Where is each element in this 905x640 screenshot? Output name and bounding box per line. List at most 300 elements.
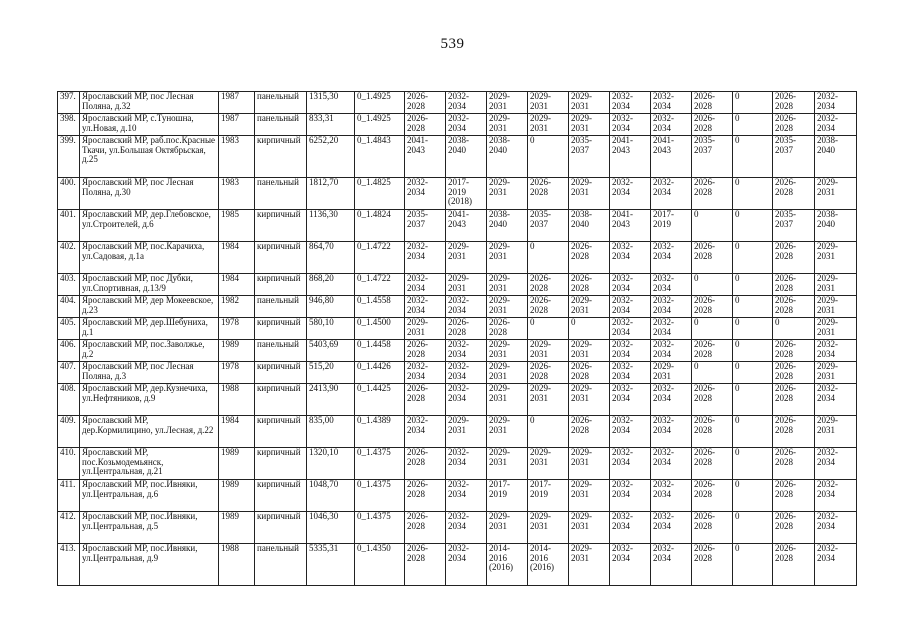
wall-material-cell: панельный [255,92,307,114]
period-cell-8: 2026- 2028 [692,544,733,586]
period-cell-5: 2029- 2031 [569,448,610,480]
period-cell-5: 2029- 2031 [569,384,610,416]
period-cell-10: 2026- 2028 [773,242,815,274]
period-cell-11: 2032- 2034 [815,544,857,586]
wall-material-cell: кирпичный [255,210,307,242]
period-cell-7: 2032- 2034 [651,384,692,416]
period-cell-8: 2026- 2028 [692,480,733,512]
period-cell-3: 2029- 2031 [487,448,528,480]
period-cell-7: 2032- 2034 [651,92,692,114]
period-cell-7: 2032- 2034 [651,544,692,586]
row-number: 406. [58,340,80,362]
criterion-cell: 0_1.4925 [355,114,405,136]
area-cell: 1315,30 [307,92,355,114]
period-cell-6: 2032- 2034 [610,178,651,210]
year-built-cell: 1984 [219,416,255,448]
period-cell-3: 2029- 2031 [487,512,528,544]
area-cell: 1136,30 [307,210,355,242]
criterion-cell: 0_1.4375 [355,512,405,544]
criterion-cell: 0_1.4500 [355,318,405,340]
period-cell-8: 2026- 2028 [692,416,733,448]
table-row [58,210,857,242]
period-cell-10: 2026- 2028 [773,274,815,296]
period-cell-10: 2026- 2028 [773,340,815,362]
period-cell-11: 2032- 2034 [815,448,857,480]
period-cell-11: 2029- 2031 [815,242,857,274]
year-built-cell: 1989 [219,512,255,544]
period-cell-6: 2032- 2034 [610,318,651,340]
area-cell: 5403,69 [307,340,355,362]
address-cell: Ярославский МР, раб.пос.Красные Ткачи, ул.Большая Октябрьская, д.25 [80,136,219,178]
period-cell-10: 2026- 2028 [773,384,815,416]
criterion-cell: 0_1.4426 [355,362,405,384]
period-cell-3: 2029- 2031 [487,92,528,114]
period-cell-4: 0 [528,242,569,274]
wall-material-cell: кирпичный [255,384,307,416]
period-cell-2: 2038- 2040 [446,136,487,178]
year-built-cell: 1983 [219,178,255,210]
period-cell-4: 2017- 2019 [528,480,569,512]
period-cell-3: 2029- 2031 [487,274,528,296]
period-cell-8: 0 [692,362,733,384]
period-cell-8: 2026- 2028 [692,296,733,318]
period-cell-5: 2029- 2031 [569,544,610,586]
year-built-cell: 1983 [219,136,255,178]
year-built-cell: 1978 [219,362,255,384]
period-cell-6: 2032- 2034 [610,274,651,296]
criterion-cell: 0_1.4925 [355,92,405,114]
period-cell-8: 2026- 2028 [692,512,733,544]
criterion-cell: 0_1.4825 [355,178,405,210]
year-built-cell: 1989 [219,340,255,362]
row-number: 400. [58,178,80,210]
row-number: 410. [58,448,80,480]
period-cell-3: 2029- 2031 [487,384,528,416]
table-row [58,544,857,586]
period-cell-5: 2029- 2031 [569,178,610,210]
period-cell-2: 2017- 2019 (2018) [446,178,487,210]
period-cell-2: 2032- 2034 [446,340,487,362]
table-row [58,92,857,114]
period-cell-10: 2026- 2028 [773,114,815,136]
period-cell-9: 0 [733,318,773,340]
period-cell-4: 2029- 2031 [528,384,569,416]
period-cell-6: 2032- 2034 [610,480,651,512]
period-cell-9: 0 [733,362,773,384]
address-cell: Ярославский МР, пос.Ивняки, ул.Центральная, д.6 [80,480,219,512]
period-cell-4: 0 [528,318,569,340]
period-cell-4: 2026- 2028 [528,296,569,318]
period-cell-9: 0 [733,242,773,274]
period-cell-3: 2038- 2040 [487,136,528,178]
period-cell-6: 2032- 2034 [610,416,651,448]
period-cell-7: 2032- 2034 [651,416,692,448]
address-cell: Ярославский МР, пос.Карачиха, ул.Садовая, д.1а [80,242,219,274]
period-cell-4: 2029- 2031 [528,512,569,544]
period-cell-5: 0 [569,318,610,340]
period-cell-1: 2035- 2037 [405,210,446,242]
period-cell-3: 2017- 2019 [487,480,528,512]
area-cell: 1048,70 [307,480,355,512]
period-cell-5: 2029- 2031 [569,92,610,114]
period-cell-9: 0 [733,274,773,296]
period-cell-8: 2026- 2028 [692,114,733,136]
year-built-cell: 1988 [219,384,255,416]
period-cell-9: 0 [733,384,773,416]
criterion-cell: 0_1.4375 [355,448,405,480]
period-cell-10: 2026- 2028 [773,362,815,384]
area-cell: 5335,31 [307,544,355,586]
period-cell-8: 2026- 2028 [692,242,733,274]
row-number: 411. [58,480,80,512]
period-cell-6: 2032- 2034 [610,362,651,384]
period-cell-5: 2029- 2031 [569,480,610,512]
table-row [58,448,857,480]
period-cell-11: 2032- 2034 [815,512,857,544]
period-cell-6: 2032- 2034 [610,296,651,318]
period-cell-9: 0 [733,480,773,512]
criterion-cell: 0_1.4350 [355,544,405,586]
row-number: 409. [58,416,80,448]
period-cell-10: 2026- 2028 [773,512,815,544]
period-cell-3: 2029- 2031 [487,114,528,136]
row-number: 403. [58,274,80,296]
wall-material-cell: кирпичный [255,480,307,512]
period-cell-9: 0 [733,448,773,480]
area-cell: 835,00 [307,416,355,448]
wall-material-cell: кирпичный [255,512,307,544]
row-number: 408. [58,384,80,416]
period-cell-1: 2026- 2028 [405,512,446,544]
table-row [58,296,857,318]
period-cell-9: 0 [733,210,773,242]
period-cell-11: 2032- 2034 [815,384,857,416]
period-cell-10: 2026- 2028 [773,296,815,318]
year-built-cell: 1978 [219,318,255,340]
period-cell-2: 2029- 2031 [446,242,487,274]
period-cell-10: 2026- 2028 [773,544,815,586]
period-cell-6: 2032- 2034 [610,340,651,362]
period-cell-9: 0 [733,136,773,178]
area-cell: 864,70 [307,242,355,274]
period-cell-11: 2032- 2034 [815,480,857,512]
period-cell-10: 2026- 2028 [773,178,815,210]
period-cell-4: 2026- 2028 [528,178,569,210]
wall-material-cell: кирпичный [255,416,307,448]
period-cell-6: 2032- 2034 [610,92,651,114]
address-cell: Ярославский МР, пос Лесная Поляна, д.30 [80,178,219,210]
period-cell-11: 2029- 2031 [815,362,857,384]
criterion-cell: 0_1.4389 [355,416,405,448]
wall-material-cell: кирпичный [255,318,307,340]
period-cell-2: 2032- 2034 [446,480,487,512]
period-cell-3: 2029- 2031 [487,178,528,210]
period-cell-7: 2032- 2034 [651,114,692,136]
table-row [58,384,857,416]
period-cell-1: 2026- 2028 [405,114,446,136]
period-cell-3: 2038- 2040 [487,210,528,242]
row-number: 397. [58,92,80,114]
table-row [58,114,857,136]
table-row [58,416,857,448]
criterion-cell: 0_1.4722 [355,274,405,296]
period-cell-9: 0 [733,92,773,114]
period-cell-10: 2026- 2028 [773,416,815,448]
period-cell-10: 0 [773,318,815,340]
period-cell-10: 2026- 2028 [773,448,815,480]
period-cell-8: 0 [692,210,733,242]
wall-material-cell: кирпичный [255,242,307,274]
criterion-cell: 0_1.4458 [355,340,405,362]
period-cell-11: 2029- 2031 [815,318,857,340]
period-cell-9: 0 [733,340,773,362]
wall-material-cell: панельный [255,296,307,318]
period-cell-7: 2032- 2034 [651,340,692,362]
period-cell-1: 2041- 2043 [405,136,446,178]
period-cell-11: 2029- 2031 [815,274,857,296]
address-cell: Ярославский МР, пос.Ивняки, ул.Центральная, д.9 [80,544,219,586]
period-cell-7: 2032- 2034 [651,448,692,480]
area-cell: 833,31 [307,114,355,136]
period-cell-6: 2041- 2043 [610,210,651,242]
criterion-cell: 0_1.4843 [355,136,405,178]
period-cell-6: 2041- 2043 [610,136,651,178]
period-cell-7: 2032- 2034 [651,274,692,296]
period-cell-7: 2032- 2034 [651,242,692,274]
period-cell-6: 2032- 2034 [610,448,651,480]
table-row [58,362,857,384]
period-cell-11: 2038- 2040 [815,210,857,242]
table-row [58,318,857,340]
period-cell-4: 0 [528,416,569,448]
period-cell-6: 2032- 2034 [610,242,651,274]
period-cell-2: 2032- 2034 [446,512,487,544]
period-cell-1: 2026- 2028 [405,92,446,114]
period-cell-5: 2026- 2028 [569,242,610,274]
period-cell-5: 2029- 2031 [569,114,610,136]
row-number: 398. [58,114,80,136]
period-cell-11: 2032- 2034 [815,114,857,136]
period-cell-1: 2032- 2034 [405,362,446,384]
period-cell-3: 2026- 2028 [487,318,528,340]
wall-material-cell: панельный [255,114,307,136]
period-cell-7: 2032- 2034 [651,296,692,318]
period-cell-5: 2026- 2028 [569,416,610,448]
period-cell-9: 0 [733,114,773,136]
address-cell: Ярославский МР, пос Дубки, ул.Спортивная, д.13/9 [80,274,219,296]
period-cell-6: 2032- 2034 [610,544,651,586]
period-cell-6: 2032- 2034 [610,512,651,544]
period-cell-9: 0 [733,296,773,318]
area-cell: 1812,70 [307,178,355,210]
criterion-cell: 0_1.4375 [355,480,405,512]
period-cell-11: 2032- 2034 [815,92,857,114]
period-cell-4: 2014- 2016 (2016) [528,544,569,586]
period-cell-3: 2029- 2031 [487,296,528,318]
area-cell: 6252,20 [307,136,355,178]
period-cell-4: 2035- 2037 [528,210,569,242]
table-row [58,136,857,178]
period-cell-10: 2035- 2037 [773,136,815,178]
area-cell: 1320,10 [307,448,355,480]
year-built-cell: 1982 [219,296,255,318]
table-row [58,178,857,210]
period-cell-2: 2029- 2031 [446,416,487,448]
year-built-cell: 1985 [219,210,255,242]
row-number: 402. [58,242,80,274]
period-cell-6: 2032- 2034 [610,384,651,416]
address-cell: Ярославский МР, пос Лесная Поляна, д.32 [80,92,219,114]
period-cell-7: 2032- 2034 [651,318,692,340]
period-cell-8: 2026- 2028 [692,448,733,480]
period-cell-4: 2029- 2031 [528,448,569,480]
period-cell-11: 2032- 2034 [815,340,857,362]
table-row [58,274,857,296]
period-cell-1: 2032- 2034 [405,242,446,274]
period-cell-2: 2029- 2031 [446,274,487,296]
row-number: 412. [58,512,80,544]
period-cell-2: 2026- 2028 [446,318,487,340]
period-cell-3: 2029- 2031 [487,242,528,274]
period-cell-2: 2032- 2034 [446,92,487,114]
row-number: 413. [58,544,80,586]
address-cell: Ярославский МР, пос.Козьмодемьянск, ул.Центральная, д.21 [80,448,219,480]
period-cell-2: 2032- 2034 [446,448,487,480]
period-cell-5: 2038- 2040 [569,210,610,242]
criterion-cell: 0_1.4722 [355,242,405,274]
address-cell: Ярославский МР, дер.Кормилицино, ул.Лесная, д.22 [80,416,219,448]
year-built-cell: 1984 [219,242,255,274]
period-cell-6: 2032- 2034 [610,114,651,136]
wall-material-cell: панельный [255,340,307,362]
period-cell-8: 2035- 2037 [692,136,733,178]
wall-material-cell: кирпичный [255,136,307,178]
period-cell-2: 2032- 2034 [446,544,487,586]
area-cell: 1046,30 [307,512,355,544]
address-cell: Ярославский МР, дер Мокеевское, д.23 [80,296,219,318]
period-cell-4: 2029- 2031 [528,114,569,136]
area-cell: 2413,90 [307,384,355,416]
wall-material-cell: панельный [255,178,307,210]
period-cell-3: 2014- 2016 (2016) [487,544,528,586]
period-cell-1: 2032- 2034 [405,274,446,296]
period-cell-2: 2032- 2034 [446,114,487,136]
period-cell-7: 2017- 2019 [651,210,692,242]
period-cell-1: 2032- 2034 [405,416,446,448]
table-row [58,340,857,362]
period-cell-5: 2029- 2031 [569,296,610,318]
address-cell: Ярославский МР, пос.Заволжье, д.2 [80,340,219,362]
period-cell-9: 0 [733,512,773,544]
period-cell-3: 2029- 2031 [487,362,528,384]
period-cell-11: 2029- 2031 [815,178,857,210]
period-cell-4: 2026- 2028 [528,362,569,384]
address-cell: Ярославский МР, дер.Кузнечиха, ул.Нефтяников, д.9 [80,384,219,416]
address-cell: Ярославский МР, с.Туношна, ул.Новая, д.10 [80,114,219,136]
period-cell-5: 2026- 2028 [569,274,610,296]
period-cell-3: 2029- 2031 [487,416,528,448]
period-cell-10: 2035- 2037 [773,210,815,242]
period-cell-11: 2029- 2031 [815,296,857,318]
row-number: 404. [58,296,80,318]
period-cell-5: 2035- 2037 [569,136,610,178]
period-cell-5: 2029- 2031 [569,512,610,544]
row-number: 407. [58,362,80,384]
period-cell-5: 2026- 2028 [569,362,610,384]
table-row [58,512,857,544]
period-cell-4: 2026- 2028 [528,274,569,296]
period-cell-7: 2032- 2034 [651,512,692,544]
criterion-cell: 0_1.4558 [355,296,405,318]
period-cell-8: 0 [692,318,733,340]
criterion-cell: 0_1.4425 [355,384,405,416]
table-row [58,480,857,512]
table-row [58,242,857,274]
year-built-cell: 1987 [219,92,255,114]
year-built-cell: 1984 [219,274,255,296]
period-cell-2: 2041- 2043 [446,210,487,242]
period-cell-9: 0 [733,178,773,210]
area-cell: 580,10 [307,318,355,340]
period-cell-2: 2032- 2034 [446,296,487,318]
period-cell-1: 2026- 2028 [405,544,446,586]
period-cell-7: 2032- 2034 [651,178,692,210]
period-cell-1: 2026- 2028 [405,448,446,480]
period-cell-1: 2032- 2034 [405,296,446,318]
period-cell-8: 2026- 2028 [692,340,733,362]
period-cell-8: 2026- 2028 [692,178,733,210]
period-cell-11: 2029- 2031 [815,416,857,448]
period-cell-2: 2032- 2034 [446,384,487,416]
row-number: 399. [58,136,80,178]
address-cell: Ярославский МР, дер.Шебуниха, д.1 [80,318,219,340]
wall-material-cell: панельный [255,544,307,586]
period-cell-4: 0 [528,136,569,178]
period-cell-1: 2026- 2028 [405,384,446,416]
year-built-cell: 1989 [219,480,255,512]
period-cell-7: 2029- 2031 [651,362,692,384]
period-cell-10: 2026- 2028 [773,480,815,512]
period-cell-8: 0 [692,274,733,296]
wall-material-cell: кирпичный [255,274,307,296]
period-cell-1: 2026- 2028 [405,480,446,512]
period-cell-10: 2026- 2028 [773,92,815,114]
row-number: 401. [58,210,80,242]
period-cell-2: 2032- 2034 [446,362,487,384]
period-cell-7: 2032- 2034 [651,480,692,512]
area-cell: 868,20 [307,274,355,296]
period-cell-3: 2029- 2031 [487,340,528,362]
page-number: 539 [440,36,465,52]
criterion-cell: 0_1.4824 [355,210,405,242]
period-cell-4: 2029- 2031 [528,92,569,114]
period-cell-1: 2029- 2031 [405,318,446,340]
year-built-cell: 1988 [219,544,255,586]
row-number: 405. [58,318,80,340]
period-cell-8: 2026- 2028 [692,92,733,114]
wall-material-cell: кирпичный [255,448,307,480]
period-cell-5: 2029- 2031 [569,340,610,362]
period-cell-11: 2038- 2040 [815,136,857,178]
year-built-cell: 1989 [219,448,255,480]
housing-registry-table [57,91,857,586]
period-cell-4: 2029- 2031 [528,340,569,362]
period-cell-1: 2026- 2028 [405,340,446,362]
area-cell: 946,80 [307,296,355,318]
wall-material-cell: кирпичный [255,362,307,384]
area-cell: 515,20 [307,362,355,384]
period-cell-1: 2032- 2034 [405,178,446,210]
